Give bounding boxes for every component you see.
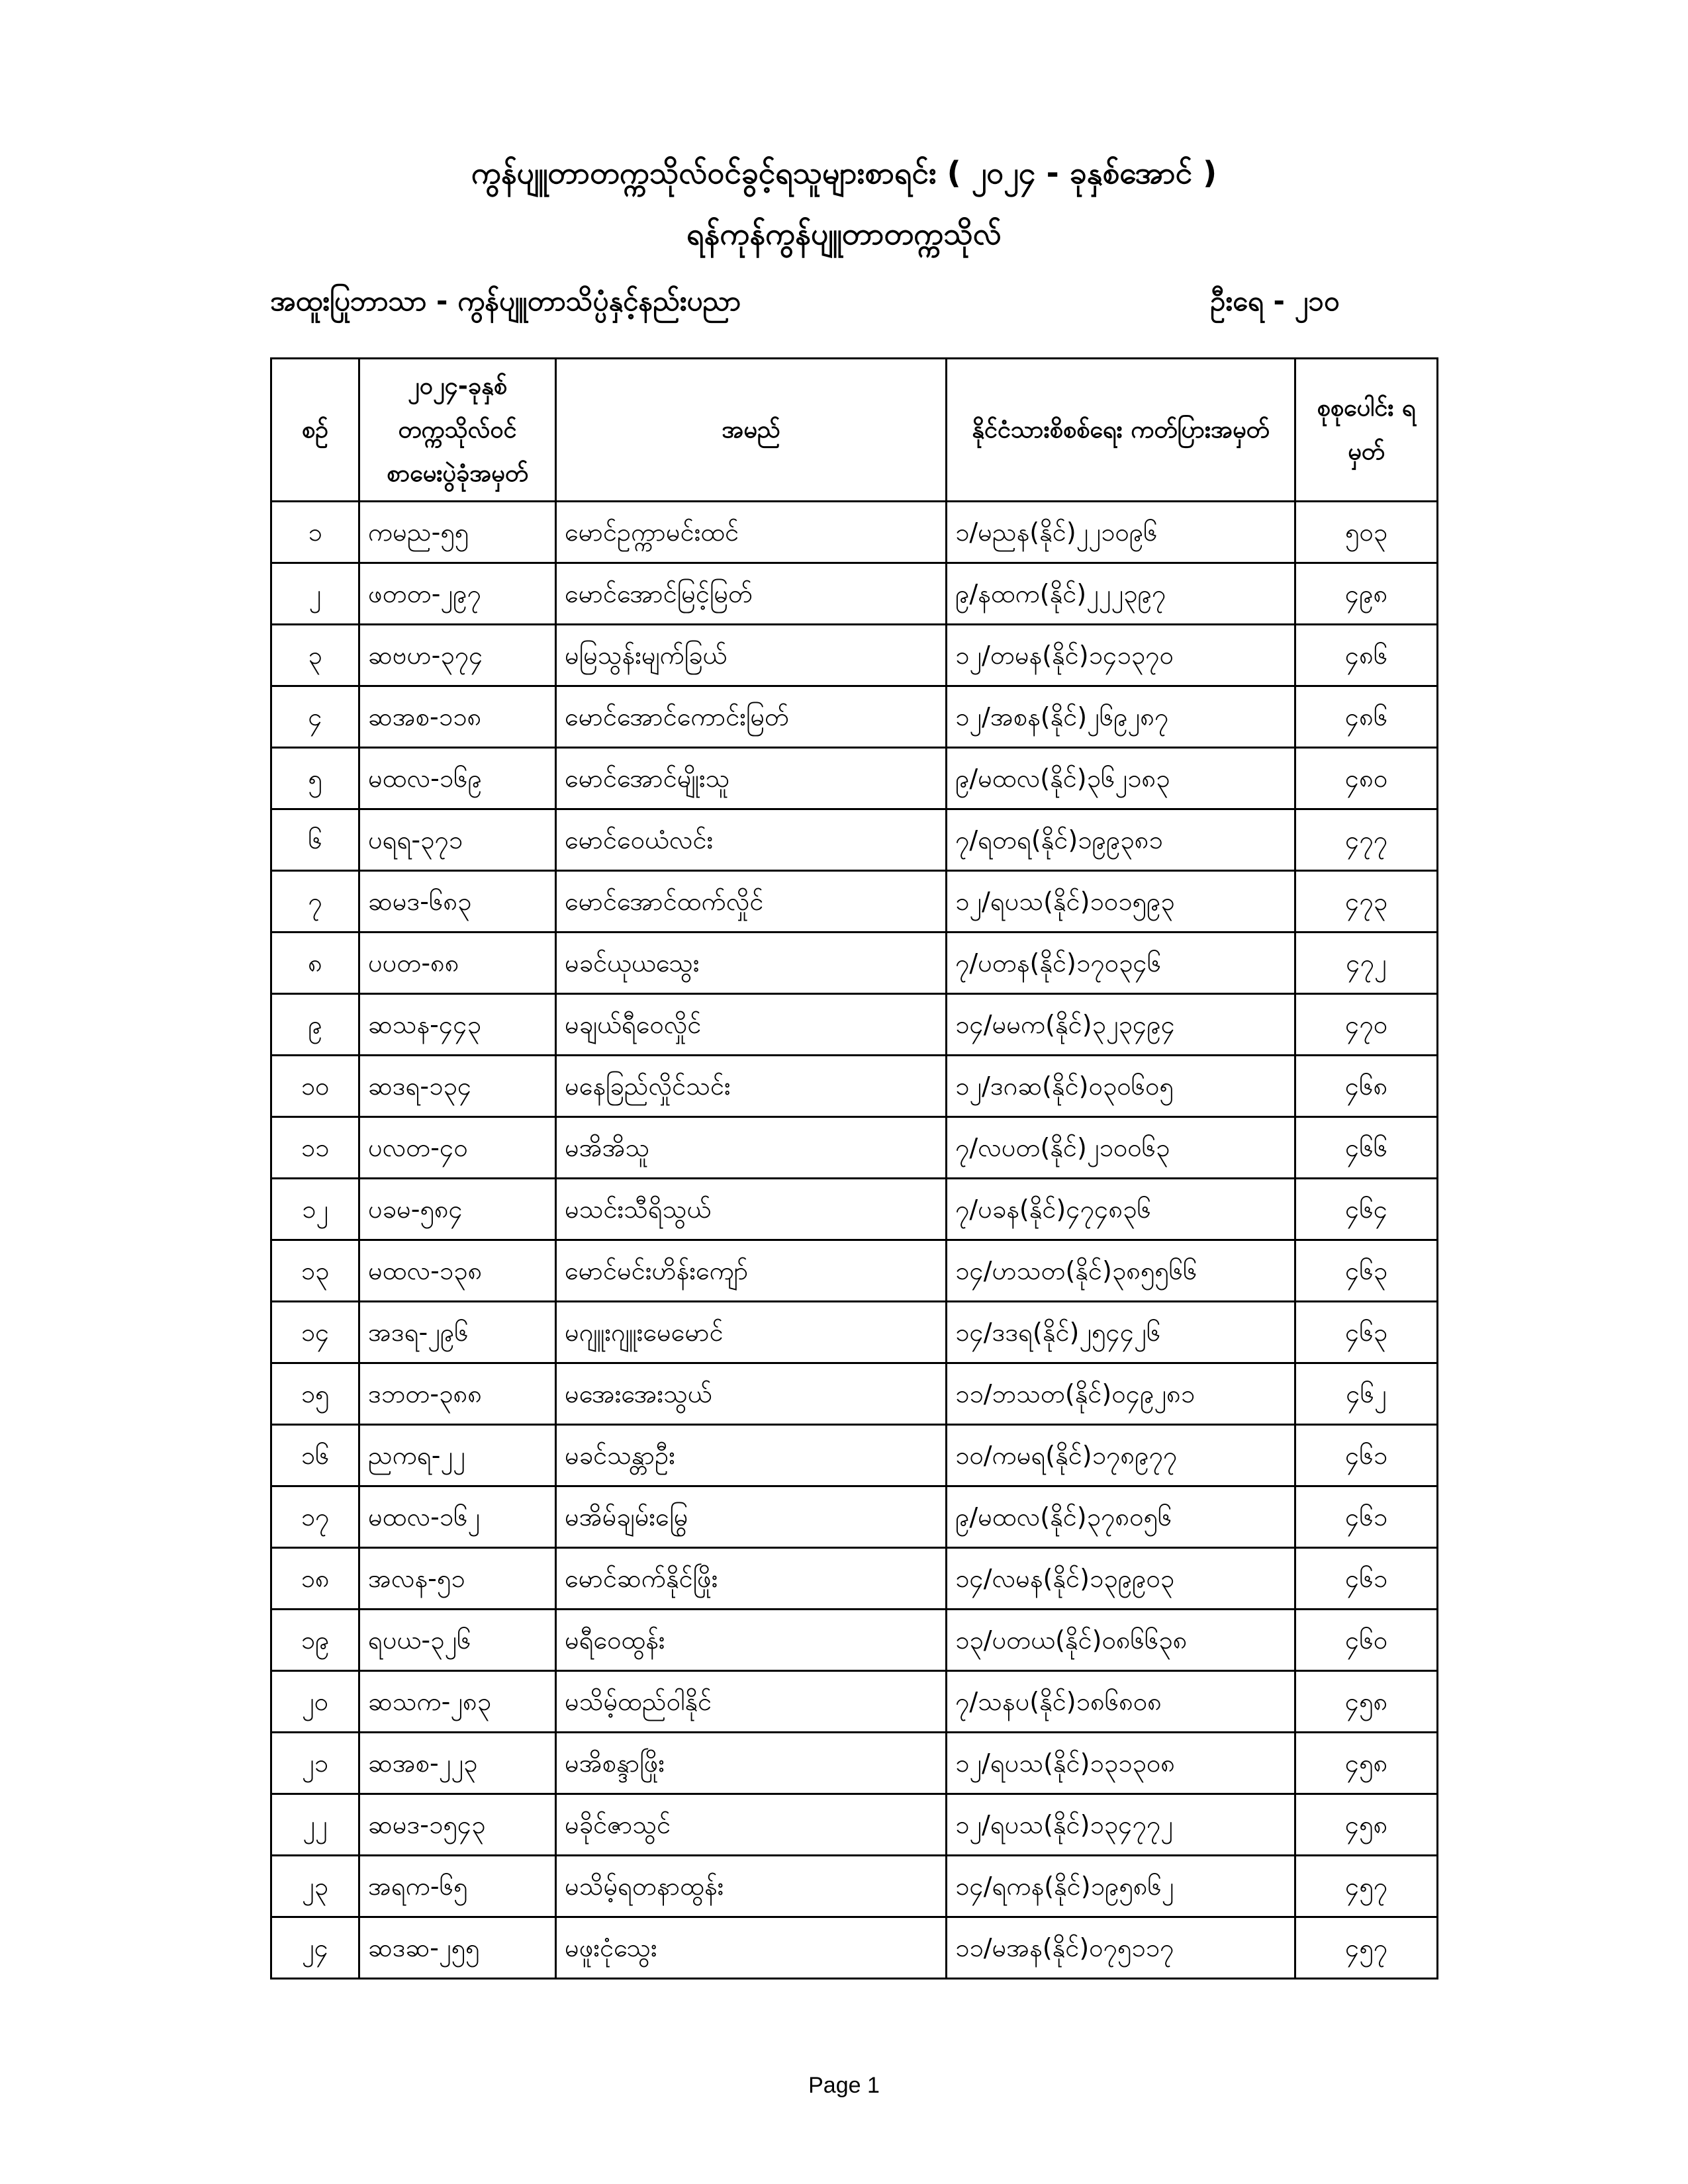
- title-line-2: ရန်ကုန်ကွန်ပျူတာတက္ကသိုလ်: [686, 216, 1002, 251]
- cell-exam-roll: ဆအစ-၁၁၈: [359, 686, 556, 748]
- table-row: [271, 748, 1438, 809]
- cell-total-marks: ၄၈၆: [1295, 625, 1438, 686]
- table-row: [271, 502, 1438, 563]
- cell-nrc: ၁၁/ဘသတ(နိုင်)၀၄၉၂၈၁: [947, 1363, 1295, 1425]
- cell-exam-roll: ညကရ-၂၂: [359, 1425, 556, 1486]
- cell-total-marks: ၄၈၆: [1295, 686, 1438, 748]
- cell-name: မအိအိသူ: [556, 1117, 947, 1179]
- cell-total-marks: ၄၆၂: [1295, 1363, 1438, 1425]
- cell-no: ၁၅: [271, 1363, 359, 1425]
- cell-exam-roll: ဆမဒ-၆၈၃: [359, 871, 556, 933]
- cell-nrc: ၁၃/ပတယ(နိုင်)၀၈၆၆၃၈: [947, 1610, 1295, 1671]
- cell-name: မောင်အောင်မျိုးသူ: [556, 748, 947, 809]
- cell-nrc: ၇/လပတ(နိုင်)၂၁၀၀၆၃: [947, 1117, 1295, 1179]
- table-row: [271, 1733, 1438, 1794]
- cell-nrc: ၇/သနပ(နိုင်)၁၈၆၈၀၈: [947, 1671, 1295, 1733]
- table-row: [271, 1548, 1438, 1610]
- cell-nrc: ၁၄/လမန(နိုင်)၁၃၉၉၀၃: [947, 1548, 1295, 1610]
- cell-nrc: ၁၂/ဒဂဆ(နိုင်)၀၃၀၆၀၅: [947, 1056, 1295, 1117]
- cell-no: ၁၀: [271, 1056, 359, 1117]
- table-row: [271, 625, 1438, 686]
- cell-exam-roll: မထလ-၁၃၈: [359, 1240, 556, 1302]
- cell-total-marks: ၄၉၈: [1295, 563, 1438, 625]
- cell-nrc: ၁၄/ဟသတ(နိုင်)၃၈၅၅၆၆: [947, 1240, 1295, 1302]
- cell-exam-roll: ဆဒရ-၁၃၄: [359, 1056, 556, 1117]
- cell-name: မခင်ယုယသွေး: [556, 933, 947, 994]
- cell-no: ၁၃: [271, 1240, 359, 1302]
- table-row: [271, 1610, 1438, 1671]
- cell-no: ၈: [271, 933, 359, 994]
- cell-nrc: ၇/ပခန(နိုင်)၄၇၄၈၃၆: [947, 1179, 1295, 1240]
- cell-no: ၁၉: [271, 1610, 359, 1671]
- cell-exam-roll: ကမည-၅၅: [359, 502, 556, 563]
- cell-nrc: ၁၁/မအန(နိုင်)၀၇၅၁၁၇: [947, 1917, 1295, 1979]
- cell-total-marks: ၄၆၃: [1295, 1302, 1438, 1363]
- cell-no: ၁၆: [271, 1425, 359, 1486]
- cell-exam-roll: အလန-၅၁: [359, 1548, 556, 1610]
- cell-total-marks: ၄၆၃: [1295, 1240, 1438, 1302]
- cell-total-marks: ၅၀၃: [1295, 502, 1438, 563]
- cell-nrc: ၁၂/ရပသ(နိုင်)၁၃၁၃၀၈: [947, 1733, 1295, 1794]
- cell-name: မနေခြည်လှိုင်သင်း: [556, 1056, 947, 1117]
- cell-name: မချယ်ရီဝေလှိုင်: [556, 994, 947, 1056]
- cell-nrc: ၁၂/အစန(နိုင်)၂၆၉၂၈၇: [947, 686, 1295, 748]
- table-row: [271, 994, 1438, 1056]
- table-header-row: [271, 359, 1438, 502]
- cell-exam-roll: ပခမ-၅၈၄: [359, 1179, 556, 1240]
- cell-no: ၅: [271, 748, 359, 809]
- cell-exam-roll: ရပယ-၃၂၆: [359, 1610, 556, 1671]
- cell-no: ၁၂: [271, 1179, 359, 1240]
- cell-no: ၂၂: [271, 1794, 359, 1856]
- table-row: [271, 1302, 1438, 1363]
- cell-exam-roll: မထလ-၁၆၉: [359, 748, 556, 809]
- column-header-name: အမည်: [556, 359, 947, 502]
- cell-name: မရီဝေထွန်း: [556, 1610, 947, 1671]
- table-row: [271, 1794, 1438, 1856]
- cell-no: ၆: [271, 809, 359, 871]
- cell-name: မောင်အောင်ထက်လှိုင်: [556, 871, 947, 933]
- cell-nrc: ၁၄/ရကန(နိုင်)၁၉၅၈၆၂: [947, 1856, 1295, 1917]
- cell-no: ၁၁: [271, 1117, 359, 1179]
- cell-total-marks: ၄၇၂: [1295, 933, 1438, 994]
- cell-no: ၂၁: [271, 1733, 359, 1794]
- cell-nrc: ၇/ရတရ(နိုင်)၁၉၉၃၈၁: [947, 809, 1295, 871]
- cell-exam-roll: ပလတ-၄၀: [359, 1117, 556, 1179]
- admission-table: [270, 357, 1438, 1979]
- column-header-exam-roll: ၂၀၂၄-ခုနှစ် တက္ကသိုလ်ဝင် စာမေးပွဲခုံအမှတ်: [359, 359, 556, 502]
- table-row: [271, 1425, 1438, 1486]
- table-row: [271, 1240, 1438, 1302]
- column-header-total-marks: စုစုပေါင်း ရမှတ်: [1295, 359, 1438, 502]
- column-header-no: စဉ်: [271, 359, 359, 502]
- table-row: [271, 1671, 1438, 1733]
- cell-exam-roll: ဒဘတ-၃၈၈: [359, 1363, 556, 1425]
- cell-exam-roll: ဆဒဆ-၂၅၅: [359, 1917, 556, 1979]
- cell-name: မောင်အောင်ကောင်းမြတ်: [556, 686, 947, 748]
- cell-nrc: ၉/မထလ(နိုင်)၃၆၂၁၈၃: [947, 748, 1295, 809]
- cell-nrc: ၁၂/တမန(နိုင်)၁၄၁၃၇၀: [947, 625, 1295, 686]
- cell-no: ၂၀: [271, 1671, 359, 1733]
- cell-exam-roll: အဒရ-၂၉၆: [359, 1302, 556, 1363]
- specialization-label: အထူးပြုဘာသာ - ကွန်ပျူတာသိပ္ပံနှင့်နည်းပညာ: [270, 285, 741, 317]
- cell-nrc: ၁/မညန(နိုင်)၂၂၁၀၉၆: [947, 502, 1295, 563]
- cell-name: မောင်ဆက်နိုင်ဖြိုး: [556, 1548, 947, 1610]
- table-row: [271, 1856, 1438, 1917]
- cell-exam-roll: ဆအစ-၂၂၃: [359, 1733, 556, 1794]
- cell-no: ၂၃: [271, 1856, 359, 1917]
- table-row: [271, 686, 1438, 748]
- cell-nrc: ၉/နထက(နိုင်)၂၂၂၃၉၇: [947, 563, 1295, 625]
- cell-name: မခိုင်ဇာသွင်: [556, 1794, 947, 1856]
- cell-total-marks: ၄၆၀: [1295, 1610, 1438, 1671]
- cell-nrc: ၁၂/ရပသ(နိုင်)၁၀၁၅၉၃: [947, 871, 1295, 933]
- cell-exam-roll: ဖတတ-၂၉၇: [359, 563, 556, 625]
- cell-name: မဖူးငုံသွေး: [556, 1917, 947, 1979]
- quota-label: ဦးရေ - ၂၁၀: [1210, 285, 1340, 317]
- table-row: [271, 563, 1438, 625]
- cell-exam-roll: ဆဗဟ-၃၇၄: [359, 625, 556, 686]
- cell-name: မောင်မင်းဟိန်းကျော်: [556, 1240, 947, 1302]
- cell-name: မသိမ့်ရတနာထွန်း: [556, 1856, 947, 1917]
- cell-name: မဂျူးဂျူးမေမောင်: [556, 1302, 947, 1363]
- cell-nrc: ၉/မထလ(နိုင်)၃၇၈၀၅၆: [947, 1486, 1295, 1548]
- column-header-nrc: နိုင်ငံသားစိစစ်ရေး ကတ်ပြားအမှတ်: [947, 359, 1295, 502]
- cell-exam-roll: ဆသန-၄၄၃: [359, 994, 556, 1056]
- cell-no: ၇: [271, 871, 359, 933]
- cell-nrc: ၁၄/မမက(နိုင်)၃၂၃၄၉၄: [947, 994, 1295, 1056]
- table-body: [271, 502, 1438, 1979]
- cell-total-marks: ၄၇၀: [1295, 994, 1438, 1056]
- cell-name: မအိစန္ဒာဖြိုး: [556, 1733, 947, 1794]
- title-line-1: ကွန်ပျူတာတက္ကသိုလ်ဝင်ခွင့်ရသူများစာရင်း ( ၂၀၂၄ - ခုနှစ်အောင် ): [471, 155, 1217, 191]
- cell-name: မောင်အောင်မြင့်မြတ်: [556, 563, 947, 625]
- table-row: [271, 1179, 1438, 1240]
- cell-name: မောင်ဝေယံလင်း: [556, 809, 947, 871]
- table-row: [271, 933, 1438, 994]
- cell-name: မမြသွန်းမျက်ခြယ်: [556, 625, 947, 686]
- cell-total-marks: ၄၆၁: [1295, 1425, 1438, 1486]
- cell-total-marks: ၄၅၇: [1295, 1856, 1438, 1917]
- table-row: [271, 1486, 1438, 1548]
- cell-name: မသိမ့်ထည်ဝါနိုင်: [556, 1671, 947, 1733]
- cell-exam-roll: အရက-၆၅: [359, 1856, 556, 1917]
- cell-no: ၂: [271, 563, 359, 625]
- cell-total-marks: ၄၅၈: [1295, 1794, 1438, 1856]
- cell-name: မောင်ဥက္ကာမင်းထင်: [556, 502, 947, 563]
- cell-exam-roll: ဆမဒ-၁၅၄၃: [359, 1794, 556, 1856]
- cell-exam-roll: ပရရ-၃၇၁: [359, 809, 556, 871]
- cell-name: မအေးအေးသွယ်: [556, 1363, 947, 1425]
- cell-total-marks: ၄၆၆: [1295, 1117, 1438, 1179]
- cell-no: ၃: [271, 625, 359, 686]
- table-row: [271, 1917, 1438, 1979]
- cell-nrc: ၇/ပတန(နိုင်)၁၇၀၃၄၆: [947, 933, 1295, 994]
- cell-total-marks: ၄၆၈: [1295, 1056, 1438, 1117]
- cell-exam-roll: မထလ-၁၆၂: [359, 1486, 556, 1548]
- cell-total-marks: ၄၆၄: [1295, 1179, 1438, 1240]
- document-title: [0, 142, 1688, 264]
- cell-total-marks: ၄၆၁: [1295, 1548, 1438, 1610]
- cell-no: ၁၇: [271, 1486, 359, 1548]
- cell-no: ၁၈: [271, 1548, 359, 1610]
- cell-name: မသင်းသီရိသွယ်: [556, 1179, 947, 1240]
- cell-no: ၉: [271, 994, 359, 1056]
- table-row: [271, 1363, 1438, 1425]
- cell-total-marks: ၄၇၃: [1295, 871, 1438, 933]
- table-row: [271, 1056, 1438, 1117]
- cell-name: မအိမ်ချမ်းမြွေ: [556, 1486, 947, 1548]
- cell-no: ၁၄: [271, 1302, 359, 1363]
- cell-no: ၂၄: [271, 1917, 359, 1979]
- cell-nrc: ၁၂/ရပသ(နိုင်)၁၃၄၇၇၂: [947, 1794, 1295, 1856]
- cell-total-marks: ၄၈၀: [1295, 748, 1438, 809]
- page-number: Page 1: [808, 2073, 880, 2098]
- cell-nrc: ၁၀/ကမရ(နိုင်)၁၇၈၉၇၇: [947, 1425, 1295, 1486]
- cell-no: ၁: [271, 502, 359, 563]
- cell-nrc: ၁၄/ဒဒရ(နိုင်)၂၅၄၄၂၆: [947, 1302, 1295, 1363]
- cell-total-marks: ၄၇၇: [1295, 809, 1438, 871]
- table-row: [271, 871, 1438, 933]
- table-row: [271, 1117, 1438, 1179]
- cell-total-marks: ၄၅၈: [1295, 1733, 1438, 1794]
- cell-no: ၄: [271, 686, 359, 748]
- cell-name: မခင်သန္တာဦး: [556, 1425, 947, 1486]
- cell-total-marks: ၄၅၇: [1295, 1917, 1438, 1979]
- cell-total-marks: ၄၆၁: [1295, 1486, 1438, 1548]
- cell-exam-roll: ပပတ-၈၈: [359, 933, 556, 994]
- table-row: [271, 809, 1438, 871]
- cell-exam-roll: ဆသက-၂၈၃: [359, 1671, 556, 1733]
- cell-total-marks: ၄၅၈: [1295, 1671, 1438, 1733]
